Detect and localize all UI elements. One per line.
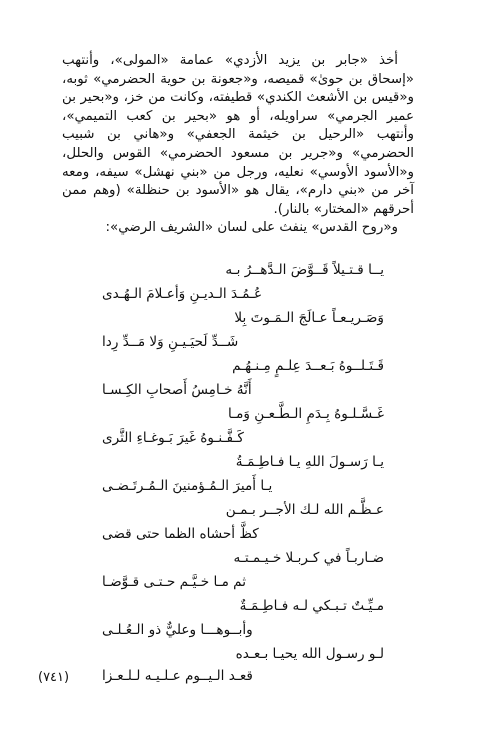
poem-line-7: غَـسَّـلـوهُ بِـدَمِ الـطَّـعـنِ وَمـا — [227, 406, 384, 422]
poem-line-3: وَصَـريـعـاً عـالَجَ الـمَـوتَ بِلا — [234, 310, 384, 326]
poem-line-13: ضـاربـاً في كـربـلا خـيـمـتـه — [233, 550, 384, 566]
poem-line-4: شَــدِّ لَحيَـيـنِ وَلا مَــدِّ رِدا — [102, 334, 239, 350]
poem-line-8: كَـفَّـنـوهُ غَيرَ بَـوغـاءِ الثَّرى — [102, 430, 244, 446]
poem-line-6: أَنَّهُ خـامِسُ أَصحابِ الكِـسـا — [102, 382, 252, 398]
poem-line-9: يـا رَسـولَ اللهِ يـا فـاطِـمَـةُ — [235, 454, 384, 470]
poem-line-15: مـيِّـتٌ تـبـكي لـه فـاطِـمَـةٌ — [239, 598, 384, 614]
poem-line-18: قعـد الـيــوم عـلـيـه لـلـعـزا — [102, 668, 253, 684]
poem-line-16: وأبــوهـــا وعليٌّ ذو الـعُـلـى — [102, 622, 253, 638]
poem-line-1: يــا قـتـيلاً قَــوَّضَ الـدَّهــرُ بـه — [225, 262, 384, 278]
prose-block — [62, 52, 414, 238]
poem-line-2: عُـمُـدَ الـديـنِ وَأعـلامَ الـهُـدى — [102, 286, 263, 302]
poem-line-14: ثم مـا خـيَّـم حـتـى قـوَّضـا — [102, 574, 247, 590]
page-number: (٧٤١) — [38, 670, 70, 685]
poem-line-11: عـظَّـم الله لـك الأجــر بـمـن — [225, 502, 384, 518]
prose-paragraph-2: و«روح القدس» ينفث على لسان «الشريف الرضي»: — [105, 220, 398, 236]
poem-line-5: قَـتَـلــوهُ بَـعــدَ عِلـمٍ مِـنـهُـم — [232, 358, 384, 374]
prose-paragraph-1: أخذ «جابر بن يزيد الأزدي» عمامة «المولى»، وأنتهب «إسحاق بن حوىٰ» قميصه، و«جعونة بن حوية الحضرمي» ثوبه، و«قيس بن الأشعث الكندي» قطيفته، وكانت من خز، و«بحير بن عمير الجرمي» سراويله، أو هو «بحير بن كعب التميمي»، وأنتهب «الرحيل بن خيثمة الجعفي» و«هاني بن شبيب الحضرمي» و«جرير بن مسعود الحضرمي» القوس والحلل، و«الأسود الأوسي» نعليه، ورجل من «بني نهشل» سيفه، ومعه آخر من «بني دارم»، يقال هو «الأسود بن حنظلة» (وهم ممن أحرقهم «المختار» بالنار). — [62, 53, 414, 217]
poem-line-17: لـو رسـول الله يحيـا بـعـده — [235, 646, 384, 662]
poem-line-12: كظَّ أحشاه الظما حتى قضى — [102, 526, 259, 542]
poem-line-10: يـا أَميرَ الـمُـؤمنينَ الـمُـرتَـضـى — [102, 478, 273, 494]
